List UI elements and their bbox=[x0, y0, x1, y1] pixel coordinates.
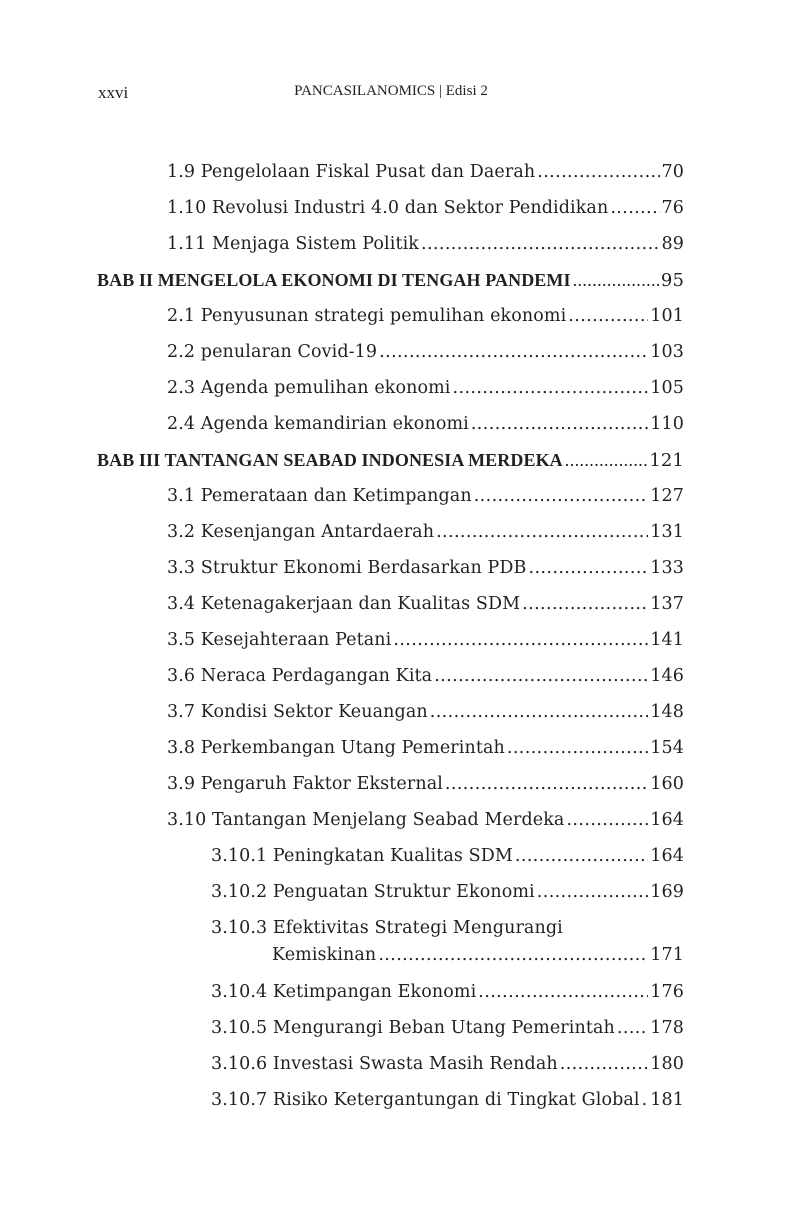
dot-leader bbox=[471, 406, 648, 442]
toc-entry-title: 3.1 Pemerataan dan Ketimpangan bbox=[167, 486, 472, 506]
toc-entry-page: 176 bbox=[650, 982, 684, 1002]
toc-entry-page: 164 bbox=[650, 846, 684, 866]
dot-leader bbox=[573, 262, 659, 298]
toc-entry[interactable] bbox=[0, 1046, 800, 1082]
toc-entry-title: 1.11 Menjaga Sistem Politik bbox=[167, 234, 419, 254]
dot-leader bbox=[568, 298, 648, 334]
toc-entry[interactable] bbox=[0, 334, 800, 370]
toc-entry-title: 2.2 penularan Covid-19 bbox=[167, 342, 378, 362]
toc-chapter[interactable] bbox=[0, 262, 800, 298]
toc-entry-title: 2.1 Penyusunan strategi pemulihan ekonomi bbox=[167, 306, 567, 326]
toc-entry[interactable] bbox=[0, 298, 800, 334]
dot-leader bbox=[560, 1046, 649, 1082]
dot-leader bbox=[507, 730, 648, 766]
toc-entry-title: 2.3 Agenda pemulihan ekonomi bbox=[167, 378, 451, 398]
dot-leader bbox=[421, 226, 660, 262]
toc-entry-page: 121 bbox=[649, 450, 684, 471]
dot-leader bbox=[478, 974, 648, 1010]
toc-entry[interactable] bbox=[0, 478, 800, 514]
toc-entry[interactable] bbox=[0, 974, 800, 1010]
toc-entry[interactable] bbox=[0, 730, 800, 766]
toc-entry-page: 178 bbox=[650, 1018, 684, 1038]
table-of-contents bbox=[0, 154, 800, 1118]
toc-entry[interactable] bbox=[0, 622, 800, 658]
toc-entry-title: 1.10 Revolusi Industri 4.0 dan Sektor Pendidikan bbox=[167, 198, 609, 218]
toc-entry-page: 164 bbox=[650, 810, 684, 830]
toc-entry-title: 3.6 Neraca Perdagangan Kita bbox=[167, 666, 433, 686]
toc-entry-page: 146 bbox=[650, 666, 684, 686]
toc-entry[interactable] bbox=[0, 802, 800, 838]
toc-entry-page: 131 bbox=[650, 522, 684, 542]
dot-leader bbox=[434, 658, 648, 694]
toc-entry[interactable] bbox=[0, 370, 800, 406]
toc-entry[interactable] bbox=[0, 406, 800, 442]
dot-leader bbox=[529, 550, 649, 586]
toc-entry-page: 95 bbox=[660, 270, 684, 291]
toc-entry-page: 181 bbox=[650, 1090, 684, 1110]
toc-entry-title: 3.9 Pengaruh Faktor Eksternal bbox=[167, 774, 443, 794]
dot-leader bbox=[522, 586, 648, 622]
dot-leader bbox=[445, 766, 648, 802]
toc-entry-title: 3.2 Kesenjangan Antardaerah bbox=[167, 522, 435, 542]
toc-entry-page: 101 bbox=[650, 306, 684, 326]
toc-entry[interactable] bbox=[0, 658, 800, 694]
dot-leader bbox=[393, 622, 648, 658]
toc-entry[interactable] bbox=[0, 586, 800, 622]
dot-leader bbox=[537, 154, 659, 190]
dot-leader bbox=[474, 478, 649, 514]
toc-entry-page: 169 bbox=[650, 882, 684, 902]
toc-entry-page: 70 bbox=[661, 162, 684, 182]
toc-entry[interactable] bbox=[0, 550, 800, 586]
toc-entry-title: 3.10.1 Peningkatan Kualitas SDM bbox=[211, 846, 513, 866]
dot-leader bbox=[436, 514, 648, 550]
toc-entry-title: 3.4 Ketenagakerjaan dan Kualitas SDM bbox=[167, 594, 521, 614]
dot-leader bbox=[617, 1010, 648, 1046]
toc-entry-page: 127 bbox=[650, 486, 684, 506]
toc-entry[interactable] bbox=[0, 154, 800, 190]
dot-leader bbox=[430, 694, 649, 730]
dot-leader bbox=[378, 937, 648, 973]
toc-entry-title: 3.10.5 Mengurangi Beban Utang Pemerintah bbox=[211, 1018, 615, 1038]
running-header bbox=[98, 83, 684, 105]
dot-leader bbox=[515, 838, 648, 874]
toc-entry-page: 171 bbox=[650, 945, 684, 965]
toc-entry[interactable] bbox=[0, 514, 800, 550]
toc-entry-title: 2.4 Agenda kemandirian ekonomi bbox=[167, 414, 469, 434]
toc-chapter-title: BAB III TANTANGAN SEABAD INDONESIA MERDEKA bbox=[97, 450, 563, 470]
dot-leader bbox=[642, 1082, 649, 1118]
toc-entry-title: 3.5 Kesejahteraan Petani bbox=[167, 630, 392, 650]
toc-entry-title: 3.7 Kondisi Sektor Keuangan bbox=[167, 702, 428, 722]
toc-entry[interactable] bbox=[0, 910, 800, 974]
toc-entry[interactable] bbox=[0, 1082, 800, 1118]
toc-entry-title: 1.9 Pengelolaan Fiskal Pusat dan Daerah bbox=[167, 162, 536, 182]
dot-leader bbox=[537, 874, 649, 910]
toc-entry-page: 89 bbox=[661, 234, 684, 254]
toc-entry-title: 3.10.6 Investasi Swasta Masih Rendah bbox=[211, 1054, 558, 1074]
toc-entry[interactable] bbox=[0, 190, 800, 226]
toc-entry-page: 160 bbox=[650, 774, 684, 794]
toc-entry-title: 3.3 Struktur Ekonomi Berdasarkan PDB bbox=[167, 558, 527, 578]
toc-entry-page: 180 bbox=[650, 1054, 684, 1074]
toc-entry-page: 141 bbox=[650, 630, 684, 650]
toc-entry[interactable] bbox=[0, 1010, 800, 1046]
dot-leader bbox=[379, 334, 648, 370]
toc-entry-page: 110 bbox=[650, 414, 684, 434]
toc-entry-page: 105 bbox=[650, 378, 684, 398]
toc-entry-page: 103 bbox=[650, 342, 684, 362]
dot-leader bbox=[610, 190, 659, 226]
page-number: xxvi bbox=[98, 83, 129, 102]
toc-entry[interactable] bbox=[0, 694, 800, 730]
toc-entry-continuation: Kemiskinan bbox=[272, 945, 377, 965]
toc-entry-page: 76 bbox=[661, 198, 684, 218]
toc-entry-title: 3.10.2 Penguatan Struktur Ekonomi bbox=[211, 882, 535, 902]
toc-entry-title: 3.10 Tantangan Menjelang Seabad Merdeka bbox=[167, 810, 565, 830]
toc-entry[interactable] bbox=[0, 874, 800, 910]
dot-leader bbox=[565, 442, 648, 478]
toc-entry-page: 148 bbox=[650, 702, 684, 722]
toc-chapter[interactable] bbox=[0, 442, 800, 478]
dot-leader bbox=[453, 370, 649, 406]
toc-entry-title: 3.10.3 Efektivitas Strategi Mengurangi bbox=[211, 918, 563, 938]
toc-entry-title: 3.10.7 Risiko Ketergantungan di Tingkat Global bbox=[211, 1090, 640, 1110]
toc-entry-page: 137 bbox=[650, 594, 684, 614]
toc-chapter-title: BAB II MENGELOLA EKONOMI DI TENGAH PANDEMI bbox=[97, 270, 571, 290]
toc-entry[interactable] bbox=[0, 766, 800, 802]
toc-entry[interactable] bbox=[0, 838, 800, 874]
toc-entry-page: 133 bbox=[650, 558, 684, 578]
toc-entry-title: 3.8 Perkembangan Utang Pemerintah bbox=[167, 738, 505, 758]
toc-entry[interactable] bbox=[0, 226, 800, 262]
toc-entry-page: 154 bbox=[650, 738, 684, 758]
dot-leader bbox=[566, 802, 648, 838]
running-title: PANCASILANOMICS | Edisi 2 bbox=[294, 83, 488, 99]
toc-entry-title: 3.10.4 Ketimpangan Ekonomi bbox=[211, 982, 477, 1002]
